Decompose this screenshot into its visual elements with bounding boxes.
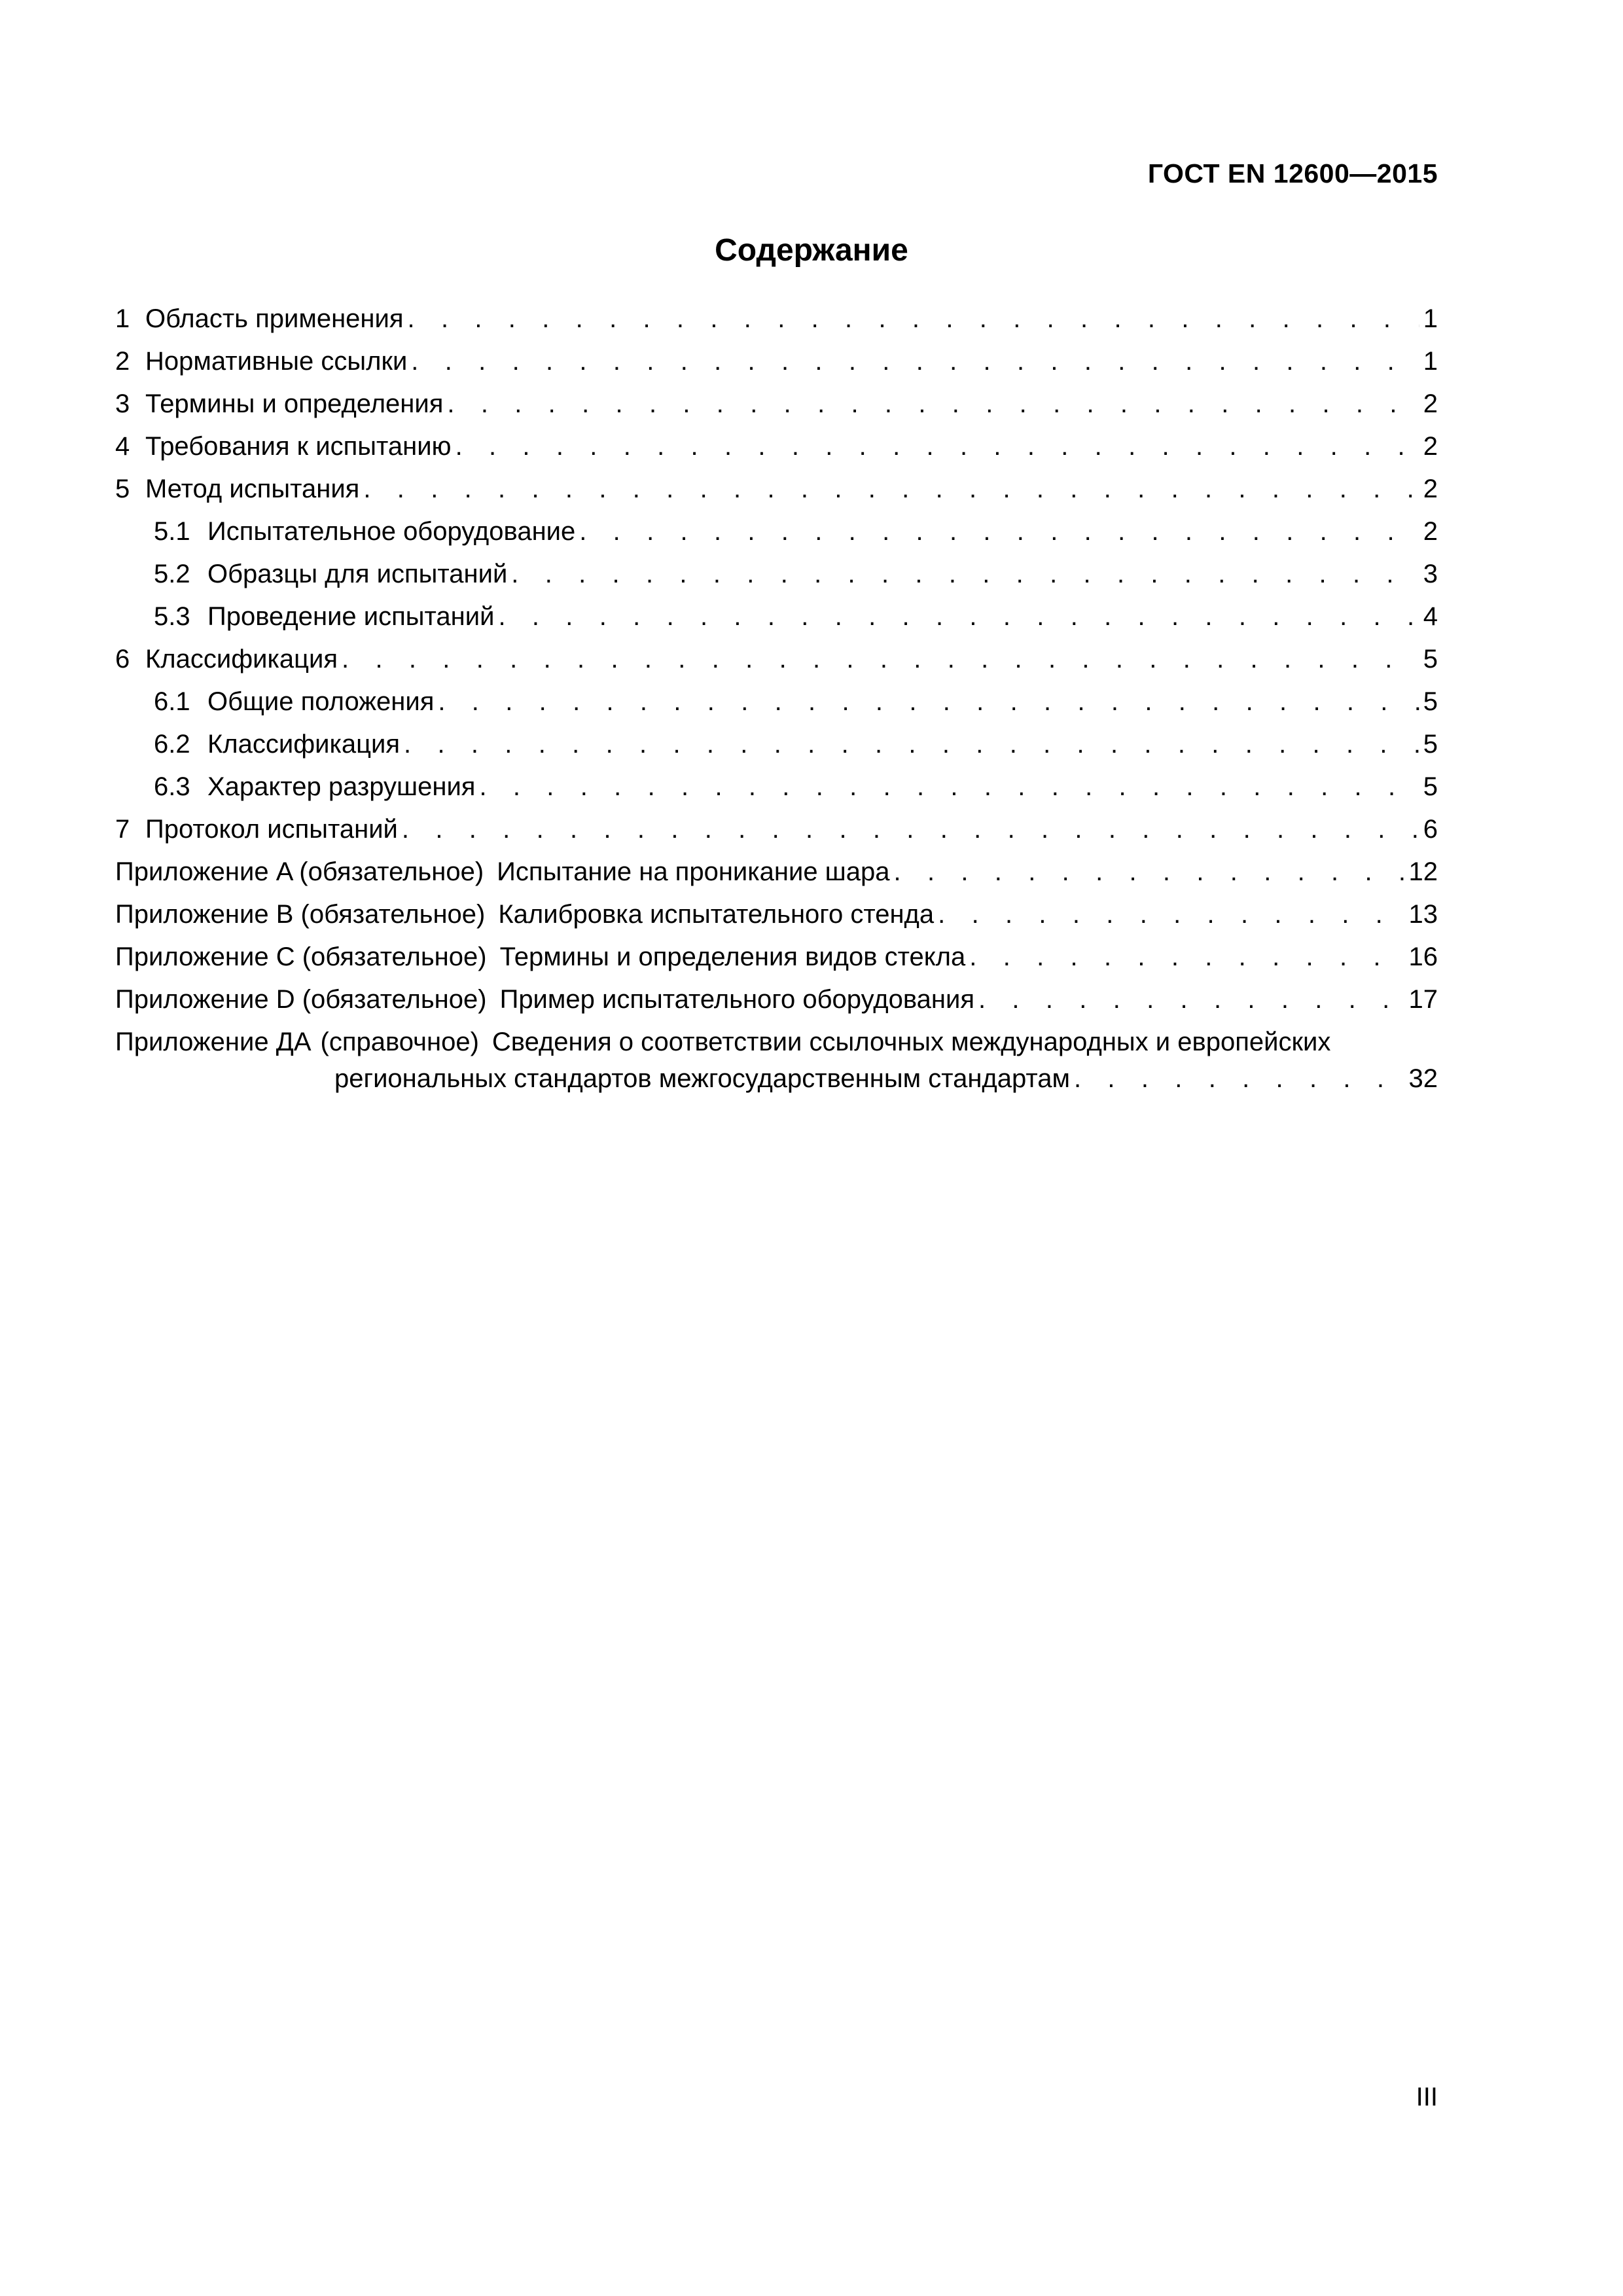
- toc-entry-label: Протокол испытаний: [145, 815, 398, 844]
- toc-entry-5-1[interactable]: [115, 513, 1438, 556]
- toc-entry-page: 5: [1423, 687, 1438, 716]
- annex-da-second-line: [115, 1060, 1438, 1097]
- toc-entry-label: Характер разрушения: [207, 772, 476, 801]
- dot-leader: [438, 683, 1419, 720]
- toc-entry-6-2[interactable]: [115, 726, 1438, 768]
- toc-entry-label: Проведение испытаний: [207, 602, 495, 631]
- toc-annex-b[interactable]: [115, 896, 1438, 939]
- toc-entry-label: Общие положения: [207, 687, 435, 716]
- toc-entry-label: Нормативные ссылки: [145, 347, 408, 376]
- dot-leader: [511, 556, 1419, 592]
- dot-leader: [894, 853, 1405, 890]
- annex-tag: Приложение B (обязательное): [115, 900, 486, 929]
- annex-label: Пример испытательного оборудования: [499, 985, 974, 1014]
- toc-entry-number: 4: [115, 432, 130, 461]
- toc-entry-page: 5: [1423, 645, 1438, 673]
- annex-label-line2: региональных стандартов межгосударственным стандартам: [334, 1064, 1070, 1093]
- toc-entry-5[interactable]: [115, 471, 1438, 513]
- toc-entry-number: 6: [115, 645, 130, 673]
- dot-leader: [404, 726, 1419, 762]
- toc-entry-label: Область применения: [145, 304, 404, 333]
- toc-entry-number: 6.1: [154, 687, 190, 716]
- dot-leader: [342, 641, 1419, 677]
- toc-entry-label: Образцы для испытаний: [207, 560, 508, 588]
- annex-tag: Приложение C (обязательное): [115, 942, 487, 971]
- toc-entry-label: Требования к испытанию: [145, 432, 452, 461]
- dot-leader: [408, 300, 1419, 337]
- annex-page: 17: [1408, 985, 1438, 1014]
- dot-leader: [363, 471, 1419, 507]
- toc-entry-number: 6.2: [154, 730, 190, 759]
- toc-entry-page: 2: [1423, 389, 1438, 418]
- dot-leader: [978, 981, 1405, 1018]
- toc-entry-label: Классификация: [145, 645, 338, 673]
- toc-entry-6-1[interactable]: [115, 683, 1438, 726]
- toc-entry-6-3[interactable]: [115, 768, 1438, 811]
- dot-leader: [479, 768, 1419, 805]
- annex-label: Термины и определения видов стекла: [499, 942, 966, 971]
- toc-entry-page: 2: [1423, 475, 1438, 503]
- table-of-contents: [115, 300, 1438, 1097]
- dot-leader: [498, 598, 1419, 635]
- annex-page: 13: [1408, 900, 1438, 929]
- toc-entry-number: 5: [115, 475, 130, 503]
- toc-entry-page: 2: [1423, 517, 1438, 546]
- toc-annex-a[interactable]: [115, 853, 1438, 896]
- toc-entry-5-3[interactable]: [115, 598, 1438, 641]
- toc-entry-label: Термины и определения: [145, 389, 444, 418]
- dot-leader: [1074, 1060, 1405, 1097]
- annex-label: Калибровка испытательного стенда: [498, 900, 935, 929]
- dot-leader: [969, 939, 1404, 975]
- toc-entry-page: 4: [1423, 602, 1438, 631]
- toc-entry-2[interactable]: [115, 343, 1438, 386]
- toc-title: Содержание: [715, 233, 908, 268]
- toc-entry-page: 1: [1423, 304, 1438, 333]
- annex-kind: (справочное): [320, 1028, 479, 1056]
- toc-annex-d[interactable]: [115, 981, 1438, 1024]
- annex-page: 32: [1408, 1064, 1438, 1093]
- toc-entry-label: Испытательное оборудование: [207, 517, 576, 546]
- toc-entry-number: 5.2: [154, 560, 190, 588]
- dot-leader: [579, 513, 1419, 550]
- dot-leader: [411, 343, 1419, 380]
- annex-da-first-line: [115, 1024, 1438, 1060]
- annex-label-line1: Сведения о соответствии ссылочных международных и европейских: [491, 1028, 1331, 1056]
- toc-entry-1[interactable]: [115, 300, 1438, 343]
- annex-page: 12: [1408, 857, 1438, 886]
- annex-tag: Приложение ДА: [115, 1028, 312, 1056]
- toc-entry-page: 3: [1423, 560, 1438, 588]
- dot-leader: [402, 811, 1419, 848]
- toc-entry-number: 6.3: [154, 772, 190, 801]
- toc-entry-number: 3: [115, 389, 130, 418]
- toc-entry-number: 1: [115, 304, 130, 333]
- toc-entry-number: 7: [115, 815, 130, 844]
- dot-leader: [447, 386, 1419, 422]
- toc-entry-page: 6: [1423, 815, 1438, 844]
- document-code: ГОСТ EN 12600—2015: [1147, 158, 1438, 188]
- toc-annex-c[interactable]: [115, 939, 1438, 981]
- toc-entry-page: 5: [1423, 730, 1438, 759]
- toc-entry-label: Классификация: [207, 730, 401, 759]
- annex-label: Испытание на проникание шара: [497, 857, 890, 886]
- toc-entry-number: 5.3: [154, 602, 190, 631]
- annex-tag: Приложение D (обязательное): [115, 985, 487, 1014]
- annex-tag: Приложение A (обязательное): [115, 857, 484, 886]
- page-number: III: [1416, 2083, 1438, 2111]
- toc-entry-6[interactable]: [115, 641, 1438, 683]
- toc-entry-7[interactable]: [115, 811, 1438, 853]
- toc-entry-label: Метод испытания: [145, 475, 360, 503]
- dot-leader: [455, 428, 1419, 465]
- toc-entry-page: 1: [1423, 347, 1438, 376]
- toc-annex-da[interactable]: [115, 1024, 1438, 1097]
- toc-entry-5-2[interactable]: [115, 556, 1438, 598]
- toc-entry-page: 5: [1423, 772, 1438, 801]
- toc-entry-page: 2: [1423, 432, 1438, 461]
- dot-leader: [938, 896, 1404, 933]
- toc-entry-number: 2: [115, 347, 130, 376]
- toc-entry-4[interactable]: [115, 428, 1438, 471]
- toc-entry-3[interactable]: [115, 386, 1438, 428]
- toc-entry-number: 5.1: [154, 517, 190, 546]
- annex-page: 16: [1408, 942, 1438, 971]
